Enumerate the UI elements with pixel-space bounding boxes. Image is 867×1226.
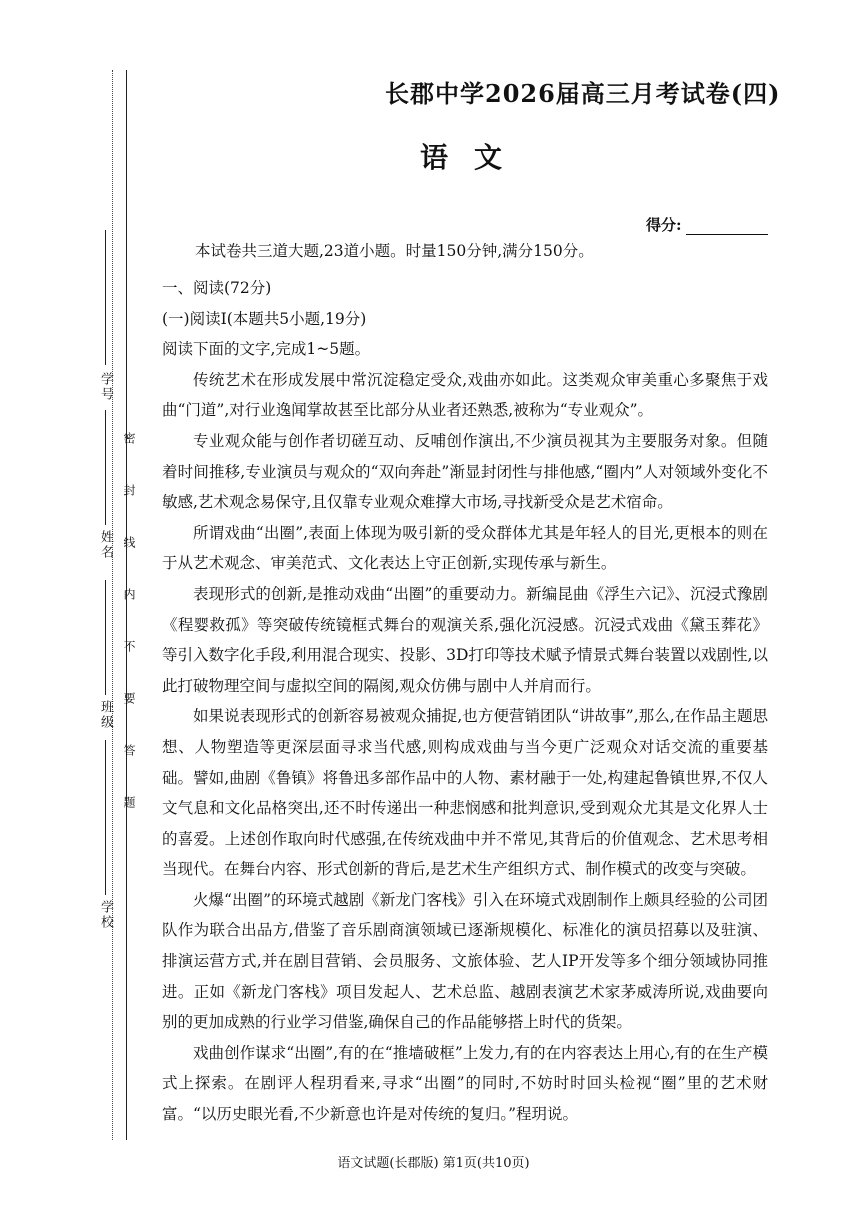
paragraph-5: 如果说表现形式的创新容易被观众捕捉,也方便营销团队“讲故事”,那么,在作品主题思想、人物塑造等更深层面寻求当代感,则构成戏曲与当今更广泛观众对话交流的重要基础。譬如,曲剧《鲁镇》将鲁迅多部作品中的人物、素材融于一处,构建起鲁镇世界,不仅人文气息和文化品格突出,还不时传递出一种悲悯感和批判意识,受到观众尤其是文化界人士的喜爱。上述创作取向时代感强,在传统戏曲中并不常见,其背后的价值观念、艺术思考相当现代。在舞台内容、形式创新的背后,是艺术生产组织方式、制作模式的改变与突破。 (162, 707, 768, 879)
paragraph-6: 火爆“出圈”的环境式越剧《新龙门客栈》引入在环境式戏剧制作上颇具经验的公司团队作为联合出品方,借鉴了音乐剧商演领域已逐渐规模化、标准化的演员招募以及驻演、排演运营方式,并在剧目营销、会员服务、文旅体验、艺人IP开发等多个细分领域协同推进。正如《新龙门客栈》项目发起人、艺术总监、越剧表演艺术家茅威涛所说,戏曲要向别的更加成熟的行业学习借鉴,确保自己的作品能够搭上时代的货架。 (162, 890, 768, 1032)
paragraph-3: 所谓戏曲“出圈”,表面上体现为吸引新的受众群体尤其是年轻人的目光,更根本的则在于从艺术观念、审美范式、文化表达上守正创新,实现传承与新生。 (162, 523, 768, 573)
exam-title: 长郡中学2026届高三月考试卷(四) (385, 79, 781, 108)
name-field[interactable] (105, 410, 106, 525)
name-label: 姓名 (98, 530, 113, 560)
section-heading: 一、阅读(72分) (162, 279, 272, 297)
instruction: 阅读下面的文字,完成1~5题。 (162, 340, 371, 359)
reading-content (162, 237, 768, 1130)
score-field[interactable] (686, 218, 768, 235)
score-label: 得分: (646, 216, 682, 234)
subject-title: 语文 (420, 141, 529, 174)
binding-dotted-line (112, 70, 113, 1140)
seal-warning: 密封线内不要答题 (122, 432, 136, 848)
student-id-field[interactable] (105, 230, 106, 365)
class-field[interactable] (105, 580, 106, 695)
paragraph-2: 专业观众能与创作者切磋互动、反哺创作演出,不少演员视其为主要服务对象。但随着时间推移,专业演员与观众的“双向奔赴”渐显封闭性与排他感,“圈内”人对领域外变化不敏感,艺术观念易保守,且仅靠专业观众难撑大市场,寻找新受众是艺术宿命。 (162, 431, 768, 512)
paragraph-4: 表现形式的创新,是推动戏曲“出圈”的重要动力。新编昆曲《浮生六记》、沉浸式豫剧《程婴救孤》等突破传统镜框式舞台的观演关系,强化沉浸感。沉浸式戏曲《黛玉葬花》等引入数字化手段,利用混合现实、投影、3D打印等技术赋予情景式舞台装置以戏剧性,以此打破物理空间与虚拟空间的隔阂,观众仿佛与剧中人并肩而行。 (162, 584, 768, 695)
sub-section-heading: (一)阅读Ⅰ(本题共5小题,19分) (162, 309, 367, 328)
paragraph-1: 传统艺术在形成发展中常沉淀稳定受众,戏曲亦如此。这类观众审美重心多聚焦于戏曲“门道”,对行业逸闻掌故甚至比部分从业者还熟悉,被称为“专业观众”。 (162, 370, 768, 420)
class-label: 班级 (98, 700, 113, 730)
page-footer: 语文试题(长郡版) 第1页(共10页) (337, 1156, 530, 1171)
student-id-label: 学号 (98, 372, 113, 402)
paragraph-7: 戏曲创作谋求“出圈”,有的在“推墙破框”上发力,有的在内容表达上用心,有的在生产模式上探索。在剧评人程玥看来,寻求“出圈”的同时,不妨时时回头检视“圈”里的艺术财富。“以历史眼光看,不少新意也许是对传统的复归。”程玥说。 (162, 1043, 768, 1124)
score-box (646, 214, 768, 235)
school-label: 学校 (98, 900, 113, 930)
exam-intro: 本试卷共三道大题,23道小题。时量150分钟,满分150分。 (195, 242, 594, 260)
school-field[interactable] (105, 740, 106, 895)
